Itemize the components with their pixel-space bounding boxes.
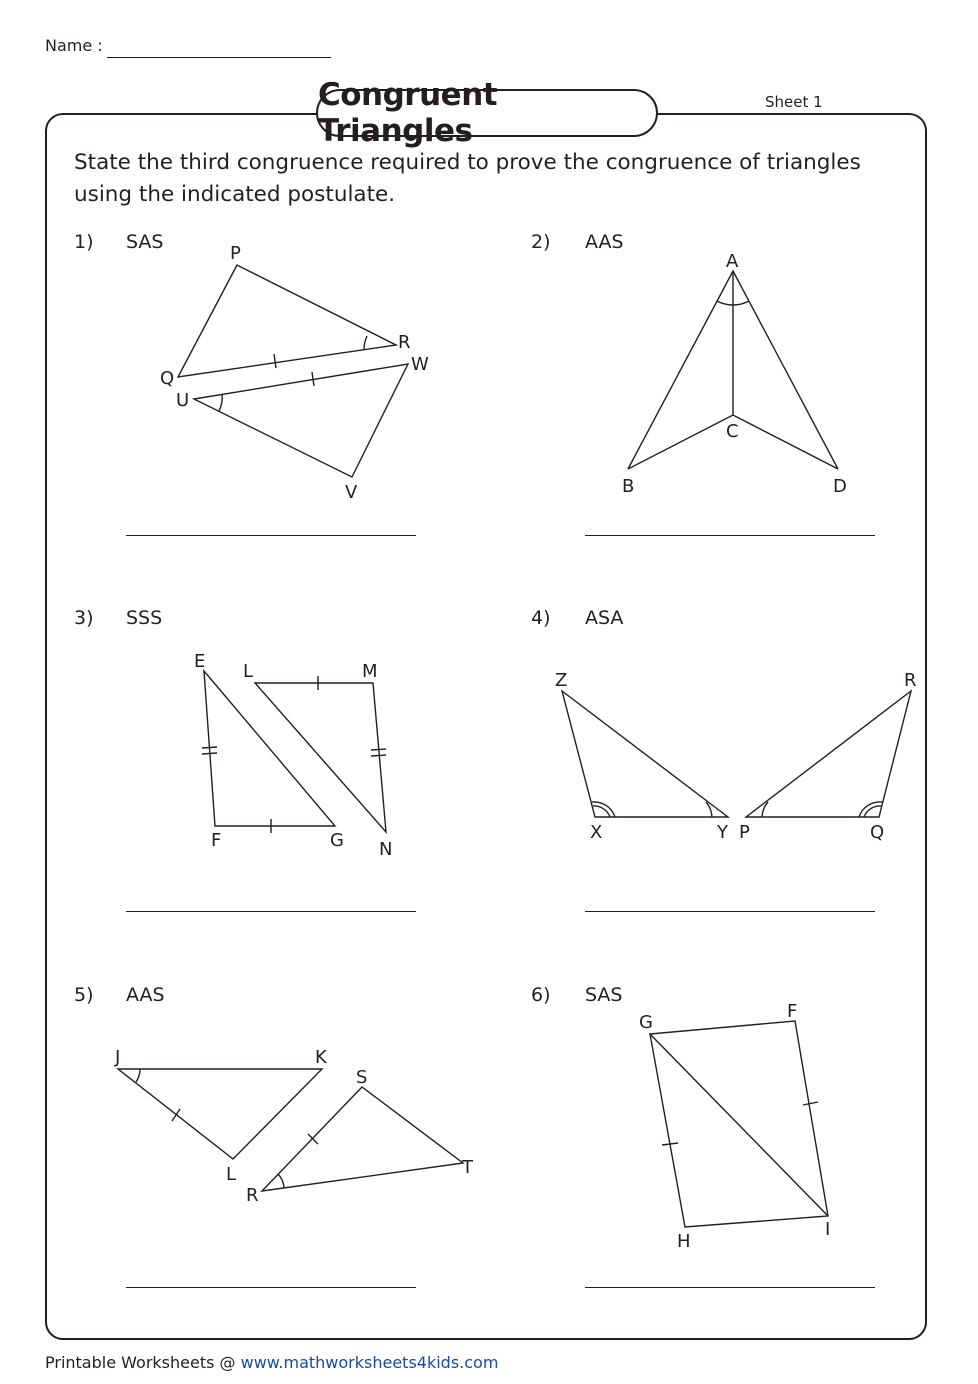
question-5-number: 5) [74, 984, 94, 1006]
triangle-pqr [178, 265, 396, 377]
vertex-e: E [194, 651, 206, 672]
question-3-postulate: SSS [126, 607, 163, 629]
tick-ef-1 [202, 747, 217, 748]
vertex-f: F [787, 1001, 798, 1022]
footer-url[interactable]: www.mathworksheets4kids.com [240, 1353, 499, 1372]
triangle-jkl [118, 1069, 322, 1159]
tick-uw [312, 372, 314, 386]
vertex-j: J [115, 1047, 121, 1068]
tick-fi [803, 1102, 818, 1105]
vertex-r: R [398, 332, 411, 353]
question-4-postulate: ASA [585, 607, 624, 629]
figure-6 [639, 1001, 830, 1252]
sheet-label: Sheet 1 [765, 93, 823, 111]
question-6-postulate: SAS [585, 984, 623, 1006]
vertex-t: T [462, 1157, 473, 1178]
angle-a-right [733, 301, 749, 305]
tick-mn-1 [371, 749, 386, 750]
figure-4 [555, 670, 917, 843]
vertex-u: U [176, 390, 190, 411]
angle-r [278, 1174, 284, 1188]
instructions: State the third congruence required to prove the congruence of triangles using the indicated postulate. [74, 150, 861, 207]
question-1-postulate: SAS [126, 231, 164, 253]
tick-qr [274, 354, 276, 368]
triangle-efg [204, 671, 335, 826]
angle-r [364, 336, 367, 350]
question-3-number: 3) [74, 607, 94, 629]
vertex-g: G [330, 830, 344, 851]
figure-3 [194, 651, 392, 860]
tick-gh [662, 1143, 678, 1145]
triangle-uwv [194, 364, 408, 477]
footer-label: Printable Worksheets @ [45, 1353, 236, 1372]
vertex-z: Z [555, 670, 568, 691]
vertex-h: H [677, 1231, 691, 1252]
vertex-m: M [362, 661, 378, 682]
name-label: Name : [45, 36, 103, 55]
vertex-w: W [411, 354, 429, 375]
question-2-number: 2) [531, 231, 551, 253]
angle-j [136, 1069, 140, 1082]
angle-q-inner [864, 806, 881, 817]
vertex-p: P [230, 243, 241, 264]
vertex-c: C [726, 421, 739, 442]
angle-a-left [717, 301, 733, 305]
vertex-i: I [825, 1219, 831, 1240]
triangle-pqr [746, 691, 911, 817]
figure-5 [114, 1047, 474, 1206]
vertex-k: K [315, 1047, 327, 1068]
footer [45, 1353, 498, 1372]
vertex-y: Y [717, 822, 728, 843]
question-5-postulate: AAS [126, 984, 165, 1006]
triangle-srt [262, 1087, 463, 1191]
tick-mn-2 [371, 755, 386, 756]
question-2-postulate: AAS [585, 231, 624, 253]
question-4-number: 4) [531, 607, 551, 629]
vertex-x: X [590, 822, 603, 843]
question-1-number: 1) [74, 231, 94, 253]
vertex-r: R [904, 670, 917, 691]
tick-ef-2 [202, 753, 217, 754]
vertex-b: B [622, 476, 635, 497]
vertex-f: F [211, 830, 222, 851]
vertex-g: G [639, 1012, 653, 1033]
page-title: Congruent Triangles [316, 89, 658, 137]
question-6-number: 6) [531, 984, 551, 1006]
figure-2 [622, 251, 847, 497]
vertex-n: N [379, 839, 393, 860]
figure-1 [160, 243, 429, 503]
vertex-q: Q [870, 822, 885, 843]
vertex-s: S [356, 1067, 368, 1088]
triangle-zxy [562, 691, 728, 817]
vertex-q: Q [160, 368, 175, 389]
vertex-a: A [726, 251, 739, 272]
vertex-p: P [739, 822, 750, 843]
angle-u [219, 394, 222, 411]
vertex-d: D [833, 476, 847, 497]
vertex-r: R [246, 1185, 259, 1206]
vertex-l: L [243, 661, 254, 682]
vertex-v: V [345, 482, 358, 503]
vertex-l: L [226, 1164, 237, 1185]
tick-jl [172, 1109, 180, 1121]
angle-x-inner [593, 806, 610, 817]
